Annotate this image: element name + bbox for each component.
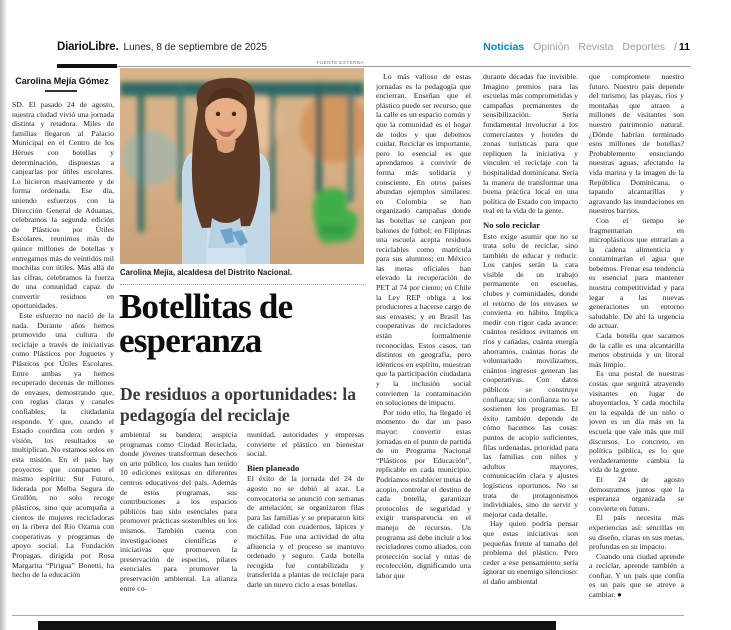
body-column-6	[589, 72, 684, 613]
paragraph: que compromete nuestro futuro. Nuestro país depende del turismo; las playas, ríos y montañas que atraen a millones de visitantes son nuestro patrimonio natural. ¿Dónde habrían terminado esos millones de botellas? Probablemente ensuciando nuestras aguas, afectando la vida marina y la imagen de la República Dominicana, o tapando alcantarillas y agravando las inundaciones en nuestros barrios.	[589, 72, 684, 216]
nav-item-noticias[interactable]: Noticias	[483, 41, 525, 53]
page-header	[57, 41, 690, 59]
author-byline: Carolina Mejía Gómez	[15, 76, 109, 86]
header-rule-accent	[57, 64, 117, 68]
body-column-5	[483, 72, 578, 613]
page-number: / 11	[673, 41, 690, 53]
bottom-rule	[12, 615, 684, 616]
paragraph: El país necesita más experiencias así: sencillas en su diseño, claras en sus metas, profundas en su impacto.	[589, 513, 684, 552]
photo-caption: Carolina Mejía, alcaldesa del Distrito Nacional.	[120, 268, 293, 277]
nav-item-opinion[interactable]: Opinión	[533, 41, 570, 53]
masthead-logo: DiarioLibre.	[57, 41, 119, 53]
paragraph: ambiental su bandera; auspicia programas como Ciudad Reciclada, donde jóvenes transforman desechos en arte público, los cuales han tenido 10 ediciones exitosas en diferentes centros educativos del país. Además de estos programas, sus contribuciones a los espacios públicos han sido esenciales para promover prácticas sostenibles en los mismos. También cuenta con investigaciones científicas e iniciativas que promueven la preservación de especies, pilares esenciales para promover la preservación ambiental. La alianza entre co-	[120, 430, 237, 593]
paragraph: Cuando una ciudad aprende a reciclar, aprende también a confiar. Y un país que confía es un país que se atreve a cambiar. ●	[589, 551, 684, 600]
paragraph: Con el tiempo se fragmentarían en microplásticos que entrarían a la cadena alimenticia y contaminarían el agua que bebemos. Frenar esa tendencia es esencial para mantener nuestra competitividad y para legar a las nuevas generaciones un entorno saludable. De ahí la urgencia de actuar.	[589, 215, 684, 331]
byline-rule	[45, 90, 77, 92]
section-nav	[483, 41, 665, 53]
photo-credit: FUENTE EXTERNA	[316, 61, 364, 66]
body-column-2	[120, 430, 237, 613]
page-number-slash: /	[673, 41, 677, 53]
article-photo	[120, 68, 364, 264]
paragraph: Este esfuerzo no nació de la nada. Durante años hemos promovido una cultura de reciclaje a través de iniciativas como Plásticos por Juguetes y Plásticos por Útiles Escolares. Entre ambas ya hemos recuperado decenas de millones de envases, demostrando que, con reglas claras y canales confiables, la ciudadanía responde. Y que, cuando el Estado coordina con orden y visión, los resultados se multiplican. No estamos solos en esta misión. En el país hay proyectos que comparten el mismo espíritu: Sur Futuro, liderada por Melba Segura de Grullón, no solo recoge plásticos, sino que acompaña a cientos de mujeres recicladoras en la ribera del Río Ozama con cooperativas y programas de apoyo social. La Fundación Propagas, dirigida por Rosa Margarita “Pirigua” Bonetti, ha hecho de la educación	[12, 311, 114, 580]
article-headline: Botellitas de esperanza	[119, 287, 293, 360]
photo-illustration	[120, 68, 364, 264]
body-column-1	[12, 100, 114, 612]
paragraph: munidad, autoridades y empresas convierte el plástico en bienestar social.	[247, 430, 364, 459]
paragraph: Esto exige asumir que no se trata solo de reciclar, sino también de educar y reducir. Los canjes serán la cara visible de un trabajo permanente en escuelas, clubes y comunidades, donde el retorno de los envases se convierta en hábito. Implica medir con rigor cada avance: cuántos residuos evitamos en ríos y cañadas, cuánta energía ahorramos, cuántas horas de voluntariado movilizamos, cuántos ingresos generan las cooperativas. Con datos públicos se construye confianza; sin confianza no se sostienen los programas. El éxito también depende de cómo hacemos las cosas: puntos de acopio suficientes, filas ordenadas, prioridad para las familias con niños y adultos mayores, comunicación clara y ajustes logísticos oportunos. No se trata de protagonismos individuales, sino de servir y mejorar cada detalle.	[483, 231, 578, 519]
section-heading: No solo reciclar	[483, 219, 541, 230]
issue-date: Lunes, 8 de septiembre de 2025	[123, 42, 267, 53]
paragraph: Por todo ello, ha llegado el momento de dar un paso mayor: convertir estas jornadas en el punto de partida de un Programa Nacional “Plásticos por Educación”, replicable en cada municipio. Podríamos establecer metas de acopio, controlar el destino de cada botella, garantizar protocolos de seguridad y exigir transparencia en el manejo de recursos. Un programa así debe incluir a los recicladores como aliados, con protección social y rutas de recolección, dignificando una labor que	[376, 407, 471, 580]
nav-item-revista[interactable]: Revista	[578, 41, 614, 53]
body-column-3	[247, 430, 364, 613]
body-column-4	[376, 72, 471, 613]
page-left-edge	[0, 0, 7, 630]
dotted-divider	[120, 284, 364, 285]
paragraph: Cada botella que sacamos de la calle es una alcantarilla menos obstruida y un litoral más limpio.	[589, 331, 684, 369]
paragraph: Lo más valioso de estas jornadas es la pedagogía que encierran. Enseñan que el plástico puede ser recurso, que la calle es un espacio común y que la comunidad es el hogar de todos y que debemos cuidar. Reciclar es importante, pero lo esencial es que aprendamos a convivir de forma más solidaria y consciente. En otros países abundan ejemplos similares: en Colombia se han organizado campañas donde las botellas se canjean por balones de fútbol; en Filipinas una escuela acepta residuos reciclables como matrícula para sus alumnos; en México las metas oficiales han elevado la recuperación de PET al 74 por ciento; en Chile la Ley REP obliga a los productores a hacerse cargo de sus envases; y en Brasil las cooperativas de recicladores están formalmente reconocidas. Estos casos, tan distintos en geografía, pero idénticos en espíritu, muestran que la participación ciudadana y la inclusión social convierten la contaminación en soluciones de impacto.	[376, 72, 471, 408]
article-subhead: De residuos a oportunidades: la pedagogía del reciclaje	[120, 384, 356, 425]
bottom-black-bar	[38, 621, 556, 630]
section-heading: Bien planeado	[247, 462, 300, 473]
paragraph: Es una postal de nuestras costas que seguirá atrayendo visitantes en lugar de ahuyentarlos. Y cada mochila en la espalda de un niño o joven es un día más en la escuela que vale más que mil discursos. Lo concreto, en política pública, es lo que verdaderamente cambia la vida de la gente.	[589, 369, 684, 475]
paragraph: durante décadas fue invisible. Imagino premios para las escuelas más comprometidas y campañas permanentes de sensibilización. Sería fundamental involucrar a los comerciantes y hoteles de zonas turísticas para que repliquen la iniciativa y vinculen el reciclaje con la hospitalidad dominicana. Sería la manera de transformar una buena práctica local en una política de Estado con impacto real en la vida de la gente.	[483, 72, 578, 216]
paragraph: Hay quien podría pensar que estas iniciativas son pequeñas frente al tamaño del problema del plástico. Pero ceder a ese pensamiento sería ignorar un enemigo silencioso: el daño ambiental	[483, 519, 578, 586]
header-rule	[57, 66, 690, 67]
nav-item-deportes[interactable]: Deportes	[622, 41, 665, 53]
paragraph: El éxito de la jornada del 24 de agosto no se debió al azar. La convocatoria se anunció con semanas de antelación; se organizaron filas para las familias y se prepararon kits de calidad con cuadernos, lápices y mochilas. Fue una actividad de alta afluencia y el proceso se mantuvo ordenado y seguro. Cada botella recogida fue contabilizada y transferida a plantas de reciclaje para darle un nuevo ciclo a esas botellas.	[247, 474, 364, 589]
paragraph: El 24 de agosto demostramos juntos que la esperanza organizada se convierte en futuro.	[589, 474, 684, 513]
paragraph: SD. El pasado 24 de agosto, nuestra ciudad vivió una jornada distinta y retadora. Miles de familias llegaron al Palacio Municipal en el Centro de los Héroes con botellas y determinación, dispuestas a canjearlas por útiles escolares. Lo hicieron masivamente y de forma ordenada. Ese día, uniendo esfuerzos con la Dirección General de Aduanas, celebramos la segunda edición de Plásticos por Útiles Escolares, reunimos más de quince millones de botellas y entregamos más de veintidós mil mochilas con útiles. Más allá de las cifras, celebramos la fuerza de una comunidad capaz de convertir residuos en oportunidades.	[12, 100, 114, 311]
